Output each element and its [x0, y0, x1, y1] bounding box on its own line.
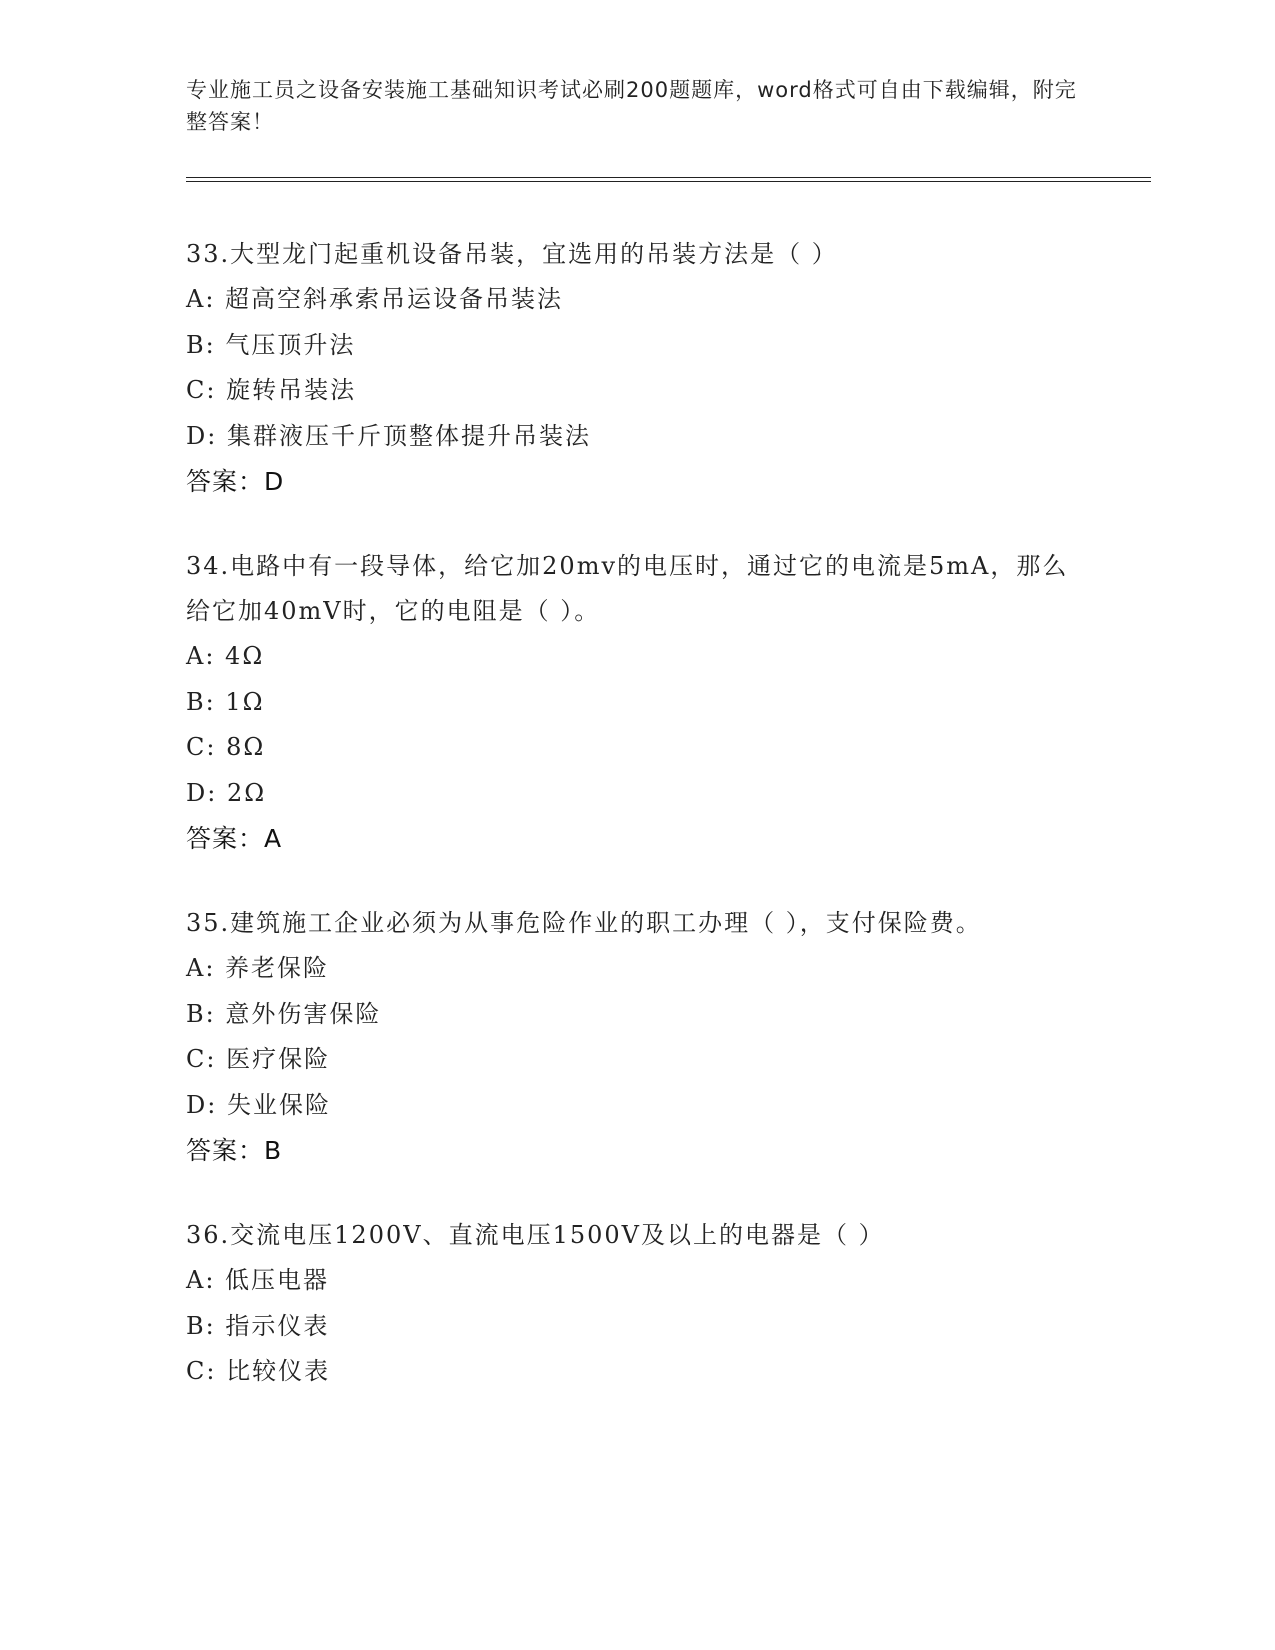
option-c: C: 医疗保险	[186, 1045, 331, 1073]
option-d: D: 2Ω	[186, 778, 267, 807]
option-a: A: 低压电器	[186, 1266, 330, 1294]
question-36	[186, 1213, 1086, 1395]
option-d: D: 集群液压千斤顶整体提升吊装法	[186, 421, 591, 450]
question-33	[186, 232, 1086, 504]
page-header-title: 专业施工员之设备安装施工基础知识考试必刷200题题库，word格式可自由下载编辑，附完整答案！	[186, 78, 1077, 134]
option-b: B: 意外伤害保险	[186, 999, 382, 1028]
option-b: B: 1Ω	[186, 687, 265, 716]
option-d: D: 失业保险	[186, 1090, 331, 1119]
question-35	[186, 901, 1086, 1173]
answer-label: 答案：D	[186, 467, 285, 496]
question-text: 34.电路中有一段导体，给它加20mv的电压时，通过它的电流是5mA，那么给它加40mV时，它的电阻是（ ）。	[186, 552, 1069, 625]
question-text: 33.大型龙门起重机设备吊装，宜选用的吊装方法是（ ）	[186, 240, 838, 268]
option-c: C: 旋转吊装法	[186, 376, 357, 404]
question-text: 36.交流电压1200V、直流电压1500V及以上的电器是（ ）	[186, 1221, 885, 1249]
option-a: A: 4Ω	[186, 642, 265, 670]
option-a: A: 超高空斜承索吊运设备吊装法	[186, 285, 564, 313]
option-c: C: 8Ω	[186, 733, 266, 761]
question-text: 35.建筑施工企业必须为从事危险作业的职工办理（ ），支付保险费。	[186, 909, 982, 937]
question-list	[186, 232, 1086, 1435]
option-c: C: 比较仪表	[186, 1357, 331, 1385]
header-divider	[186, 177, 1151, 182]
answer-label: 答案：A	[186, 824, 283, 853]
option-b: B: 指示仪表	[186, 1311, 330, 1340]
option-b: B: 气压顶升法	[186, 330, 356, 359]
question-34	[186, 544, 1086, 861]
option-a: A: 养老保险	[186, 954, 330, 982]
answer-label: 答案：B	[186, 1136, 283, 1165]
